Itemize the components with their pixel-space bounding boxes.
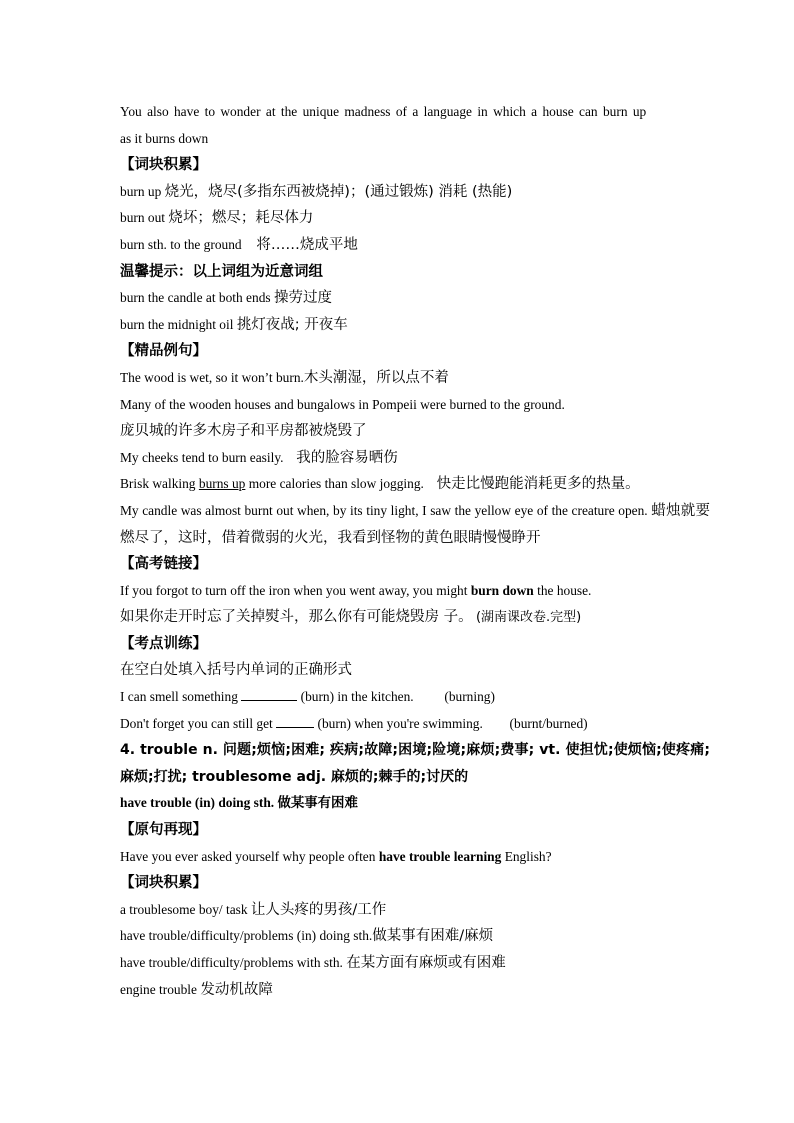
chunk-cn: 在某方面有麻烦或有困难 (346, 955, 506, 971)
example-en: more calories than slow jogging. (248, 476, 424, 492)
chunk-burn-out (120, 205, 710, 232)
example-en: My candle was almost burnt out when, by its tiny light, I saw the yellow eye of the creature open. (120, 502, 648, 518)
example-cn: 我的脸容易晒伤 (296, 449, 398, 466)
chunk-en: engine trouble (120, 981, 197, 997)
example-1 (120, 365, 710, 392)
chunk-cn: 烧坏；燃尽；耗尽体力 (168, 210, 314, 227)
trouble-title: 4. trouble n. 问题;烦恼;困难; 疾病;故障;困境;险境;麻烦;费事; vt. 使担忧;使烦恼;使疼痛; 麻烦;打扰; troublesome adj. 麻烦的;棘手的;讨厌的 (120, 742, 710, 785)
drill-answer: (burnt/burned) (509, 715, 588, 731)
text: as it burns down (120, 130, 209, 146)
chunk-cn: 将……烧成平地 (256, 236, 358, 253)
original-sentence-line2 (120, 126, 710, 153)
answer-blank[interactable] (241, 686, 297, 701)
exam-source: (湖南课改卷.完型) (475, 610, 582, 626)
exam-sentence-cn (120, 604, 710, 631)
drill-text: Don't forget you can still get (120, 715, 273, 731)
tip-text: 温馨提示：以上词组为近意词组 (120, 263, 323, 280)
example-en: My cheeks tend to burn easily. (120, 449, 284, 465)
drill-1 (120, 684, 710, 711)
exam-en: If you forgot to turn off the iron when you went away, you might (120, 582, 468, 598)
original-sentence-line1 (120, 99, 710, 126)
chunk-have-trouble-with (120, 950, 710, 977)
original-text: English? (504, 848, 552, 864)
chunk-en: burn out (120, 210, 166, 226)
original-text: Have you ever asked yourself why people often (120, 848, 376, 864)
chunk-cn: 烧光，烧尽(多指东西被烧掉)；(通过锻炼) 消耗 (热能) (164, 183, 513, 200)
idiom-cn: 挑灯夜战; 开夜车 (236, 316, 348, 333)
document-page (120, 99, 710, 1003)
chunk-en: a troublesome boy/ task (120, 901, 248, 917)
example-2-en (120, 392, 710, 419)
idiom-en: burn the candle at both ends (120, 290, 271, 306)
exam-cn: 如果你走开时忘了关掉熨斗，那么你有可能烧毁房 子。 (120, 609, 473, 626)
key-phrase: have trouble learning (378, 848, 502, 864)
idiom-midnight-oil (120, 312, 710, 339)
chunk-cn: 让人头疼的男孩/工作 (250, 901, 387, 918)
example-cn: 快走比慢跑能消耗更多的热量。 (436, 476, 640, 493)
drill-2 (120, 711, 710, 738)
example-3 (120, 445, 710, 472)
exam-sentence-en (120, 578, 710, 605)
chunk-cn: 发动机故障 (200, 981, 273, 998)
chunk-burn-to-ground (120, 232, 710, 259)
trouble-original-sentence (120, 844, 710, 871)
drill-text: (burn) when you're swimming. (317, 715, 483, 731)
drill-instruction: 在空白处填入括号内单词的正确形式 (120, 662, 352, 679)
idiom-cn: 操劳过度 (273, 290, 332, 307)
chunk-en: burn up (120, 183, 162, 199)
example-2-cn: 庞贝城的许多木房子和平房都被烧毁了 (120, 423, 367, 440)
key-phrase: burn down (470, 582, 534, 598)
chunk-en: burn sth. to the ground (120, 236, 242, 252)
chunk-have-trouble-doing (120, 923, 710, 950)
trouble-phrase: have trouble (in) doing sth. 做某事有困难 (120, 795, 358, 811)
example-en: Brisk walking (120, 476, 196, 492)
idiom-en: burn the midnight oil (120, 316, 234, 332)
exam-en: the house. (537, 582, 592, 598)
text: You also have to wonder at the unique madness of a language in which a house can burn up (120, 104, 647, 119)
example-heading: 【精品例句】 (120, 343, 207, 360)
chunk-heading-2: 【词块积累】 (120, 875, 207, 892)
chunk-burn-up (120, 179, 710, 206)
chunk-en: have trouble/difficulty/problems (in) doing sth. (120, 928, 373, 944)
example-4 (120, 471, 710, 498)
answer-blank[interactable] (276, 713, 314, 728)
drill-text: I can smell something (120, 689, 238, 705)
chunk-en: have trouble/difficulty/problems with sth. (120, 955, 343, 970)
chunk-troublesome (120, 897, 710, 924)
example-en: Many of the wooden houses and bungalows in Pompeii were burned to the ground. (120, 396, 565, 412)
original-heading: 【原句再现】 (120, 822, 207, 839)
example-5 (120, 498, 710, 551)
chunk-engine-trouble (120, 977, 710, 1004)
example-cn: 木头潮湿，所以点不着 (303, 369, 449, 386)
chunk-heading: 【词块积累】 (120, 157, 207, 174)
exam-heading: 【高考链接】 (120, 556, 207, 573)
example-en: The wood is wet, so it won’t burn. (120, 369, 304, 385)
underlined-phrase: burns up (198, 476, 246, 492)
chunk-cn: 做某事有困难/麻烦 (372, 928, 494, 945)
idiom-candle (120, 285, 710, 312)
example-cn: 蜡烛就要燃尽了，这时，借着微弱的火光，我看到怪物的黄色眼睛慢慢睁开 (120, 502, 711, 546)
drill-heading: 【考点训练】 (120, 635, 207, 652)
drill-answer: (burning) (444, 689, 495, 705)
drill-text: (burn) in the kitchen. (300, 689, 414, 705)
